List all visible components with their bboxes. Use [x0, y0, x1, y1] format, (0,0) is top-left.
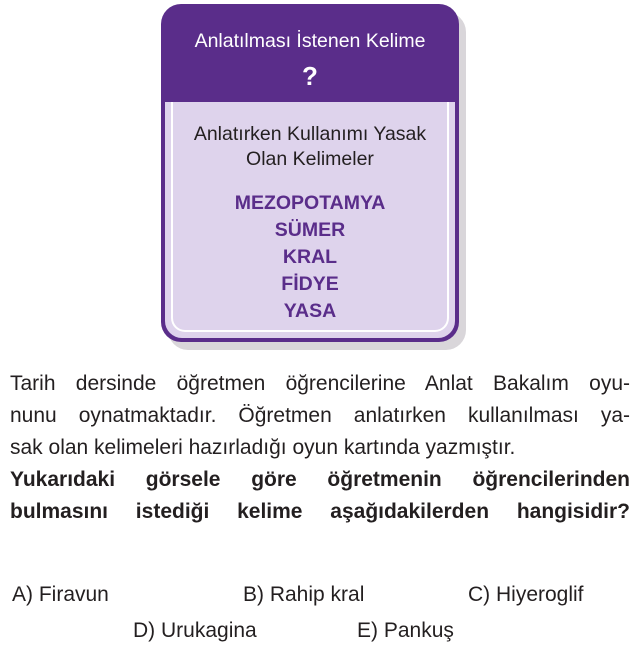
forbidden-word: MEZOPOTAMYA [234, 192, 386, 214]
question-line: nunu oynatmaktadır. Öğretmen anlatırken kullanılması ya- [10, 404, 630, 427]
forbidden-title-line1: Anlatırken Kullanımı Yasak [193, 123, 427, 145]
option-d[interactable]: D) Urukagina [133, 619, 257, 642]
forbidden-word: FİDYE [281, 273, 339, 295]
forbidden-word: YASA [283, 300, 337, 322]
option-c[interactable]: C) Hiyeroglif [468, 583, 584, 606]
question-line: Tarih dersinde öğretmen öğrencilerine Anlat Bakalım oyu- [10, 372, 630, 395]
game-card [161, 4, 459, 342]
question-prompt-line: bulmasını istediği kelime aşağıdakilerden hangisidir? [10, 500, 630, 523]
forbidden-title-line2: Olan Kelimeler [246, 148, 374, 170]
forbidden-words-list [165, 190, 455, 325]
forbidden-words-title [165, 122, 455, 172]
question-line: sak olan kelimeleri hazırladığı oyun kartında yazmıştır. [10, 436, 516, 459]
forbidden-word: KRAL [282, 246, 338, 268]
question-prompt-line: Yukarıdaki görsele göre öğretmenin öğrencilerinden [10, 468, 630, 491]
card-header [161, 4, 459, 102]
card-forbidden-section [165, 102, 455, 338]
option-b[interactable]: B) Rahip kral [243, 583, 365, 606]
target-word-label: Anlatılması İstenen Kelime [194, 30, 426, 52]
question-text [10, 368, 630, 528]
option-e[interactable]: E) Pankuş [357, 619, 454, 642]
forbidden-word: SÜMER [274, 219, 346, 241]
target-word-question-mark: ? [302, 61, 318, 91]
option-a[interactable]: A) Firavun [12, 583, 109, 606]
